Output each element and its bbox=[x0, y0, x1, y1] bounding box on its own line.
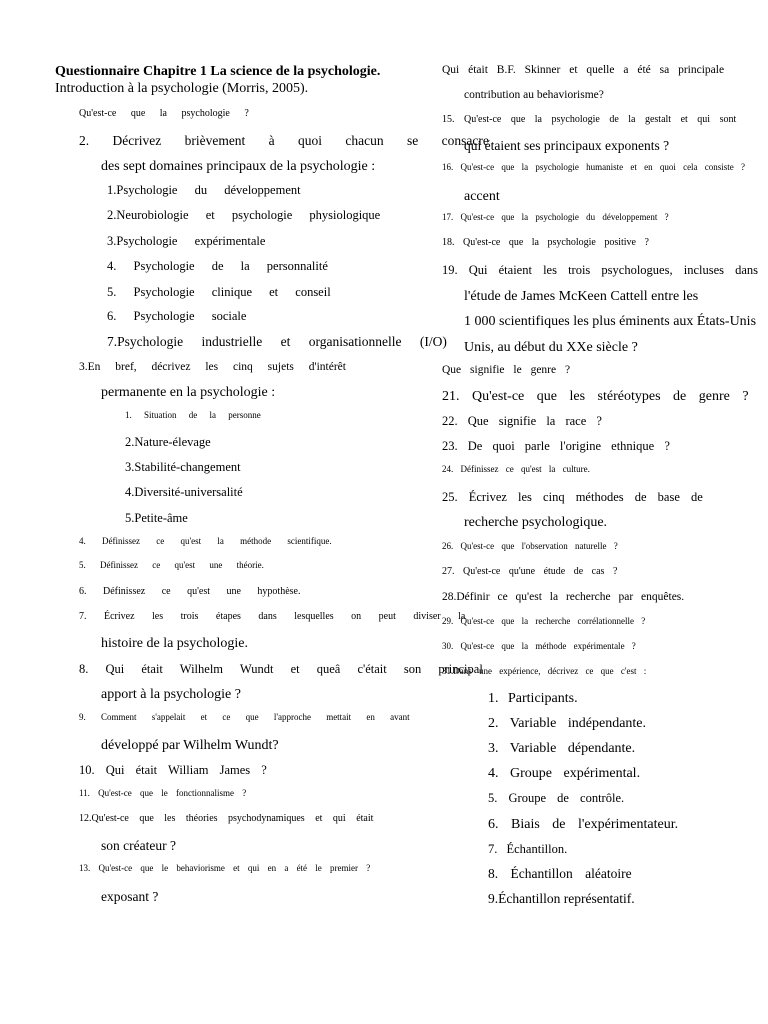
experiment-item: 7. Échantillon. bbox=[488, 842, 568, 856]
topic-item: 3.Stabilité-changement bbox=[125, 460, 241, 474]
question-25-line-1: 25. Écrivez les cinq méthodes de base de bbox=[442, 490, 703, 504]
question-4: 4. Définissez ce qu'est la méthode scientifique. bbox=[79, 536, 332, 546]
experiment-item: 6. Biais de l'expérimentateur. bbox=[488, 817, 679, 832]
question-19-line-2: l'étude de James McKeen Cattell entre les bbox=[464, 289, 699, 304]
question-24: 24. Définissez ce qu'est la culture. bbox=[442, 464, 590, 474]
experiment-item: 2. Variable indépendante. bbox=[488, 716, 647, 731]
question-19-line-1: 19. Qui étaient les trois psychologues, incluses dans bbox=[442, 263, 759, 277]
experiment-item: 3. Variable dépendante. bbox=[488, 741, 636, 756]
question-22: 22. Que signifie la race ? bbox=[442, 414, 602, 428]
question-7-line-1: 7. Écrivez les trois étapes dans lesquelles on peut diviser la bbox=[79, 611, 466, 622]
question-11: 11. Qu'est-ce que le fonctionnalisme ? bbox=[79, 788, 247, 798]
question-18: 18. Qu'est-ce que la psychologie positive ? bbox=[442, 237, 649, 248]
question-15-line-2: qui étaient ses principaux exponents ? bbox=[464, 138, 670, 153]
question-13-line-2: exposant ? bbox=[101, 889, 159, 904]
question-29: 29. Qu'est-ce que la recherche corrélationnelle ? bbox=[442, 616, 646, 626]
experiment-item: 1. Participants. bbox=[488, 691, 578, 706]
domain-item: 4. Psychologie de la personnalité bbox=[107, 259, 328, 273]
domain-item: 7.Psychologie industrielle et organisationnelle (I/O) bbox=[107, 334, 447, 349]
domain-item: 1.Psychologie du développement bbox=[107, 183, 301, 197]
question-25-line-2: recherche psychologique. bbox=[464, 515, 608, 530]
topic-item: 2.Nature-élevage bbox=[125, 435, 211, 449]
question-17: 17. Qu'est-ce que la psychologie du développement ? bbox=[442, 212, 669, 222]
question-14-line-2: contribution au behaviorisme? bbox=[464, 89, 604, 101]
domain-item: 2.Neurobiologie et psychologie physiologique bbox=[107, 208, 381, 222]
question-19-line-4: Unis, au début du XXe siècle ? bbox=[464, 340, 638, 355]
question-9-line-1: 9. Comment s'appelait et ce que l'approche mettait en avant bbox=[79, 712, 410, 722]
question-6: 6. Définissez ce qu'est une hypothèse. bbox=[79, 586, 301, 597]
question-30: 30. Qu'est-ce que la méthode expérimentale ? bbox=[442, 641, 636, 651]
experiment-item: 4. Groupe expérimental. bbox=[488, 766, 641, 781]
domain-item: 5. Psychologie clinique et conseil bbox=[107, 285, 331, 299]
question-8-line-2: apport à la psychologie ? bbox=[101, 687, 241, 702]
question-3-line-1: 3.En bref, décrivez les cinq sujets d'intérêt bbox=[79, 361, 346, 373]
topic-item: 1. Situation de la personne bbox=[125, 410, 261, 420]
page-subtitle: Introduction à la psychologie (Morris, 2005). bbox=[55, 81, 309, 96]
question-16-line-1: 16. Qu'est-ce que la psychologie humaniste et en quoi cela consiste ? bbox=[442, 162, 746, 172]
question-15-line-1: 15. Qu'est-ce que la psychologie de la gestalt et qui sont bbox=[442, 114, 737, 125]
question-14-line-1: Qui était B.F. Skinner et quelle a été sa principale bbox=[442, 64, 725, 76]
question-27: 27. Qu'est-ce qu'une étude de cas ? bbox=[442, 566, 618, 577]
question-16-line-2: accent bbox=[464, 189, 500, 204]
question-31: 31.Dans une expérience, décrivez ce que c'est : bbox=[442, 666, 647, 676]
question-10: 10. Qui était William James ? bbox=[79, 763, 267, 777]
question-23: 23. De quoi parle l'origine ethnique ? bbox=[442, 439, 670, 453]
question-12-line-2: son créateur ? bbox=[101, 838, 176, 853]
question-13-line-1: 13. Qu'est-ce que le behaviorisme et qui en a été le premier ? bbox=[79, 863, 371, 873]
domain-item: 3.Psychologie expérimentale bbox=[107, 234, 266, 248]
experiment-item: 8. Échantillon aléatoire bbox=[488, 866, 632, 881]
question-28: 28.Définir ce qu'est la recherche par enquêtes. bbox=[442, 591, 685, 603]
experiment-item: 5. Groupe de contrôle. bbox=[488, 791, 625, 805]
question-7-line-2: histoire de la psychologie. bbox=[101, 636, 248, 651]
question-8-line-1: 8. Qui était Wilhelm Wundt et queâ c'était son principal bbox=[79, 662, 483, 676]
domain-item: 6. Psychologie sociale bbox=[107, 309, 247, 323]
question-9-line-2: développé par Wilhelm Wundt? bbox=[101, 738, 279, 753]
question-21: 21. Qu'est-ce que les stéréotypes de genre ? bbox=[442, 389, 749, 404]
topic-item: 5.Petite-âme bbox=[125, 511, 188, 525]
question-19-line-3: 1 000 scientifiques les plus éminents aux États-Unis bbox=[464, 314, 757, 329]
question-26: 26. Qu'est-ce que l'observation naturelle ? bbox=[442, 541, 618, 551]
question-12-line-1: 12.Qu'est-ce que les théories psychodynamiques et qui était bbox=[79, 813, 374, 824]
question-1: Qu'est-ce que la psychologie ? bbox=[79, 108, 249, 119]
page-title: Questionnaire Chapitre 1 La science de la psychologie. bbox=[55, 64, 381, 79]
question-2-line-1: 2. Décrivez brièvement à quoi chacun se consacre bbox=[79, 133, 489, 148]
question-2-line-2: des sept domaines principaux de la psychologie : bbox=[101, 159, 376, 174]
question-3-line-2: permanente en la psychologie : bbox=[101, 385, 276, 400]
topic-item: 4.Diversité-universalité bbox=[125, 485, 243, 499]
question-5: 5. Définissez ce qu'est une théorie. bbox=[79, 560, 264, 570]
question-20: Que signifie le genre ? bbox=[442, 364, 571, 376]
experiment-item: 9.Échantillon représentatif. bbox=[488, 891, 635, 906]
